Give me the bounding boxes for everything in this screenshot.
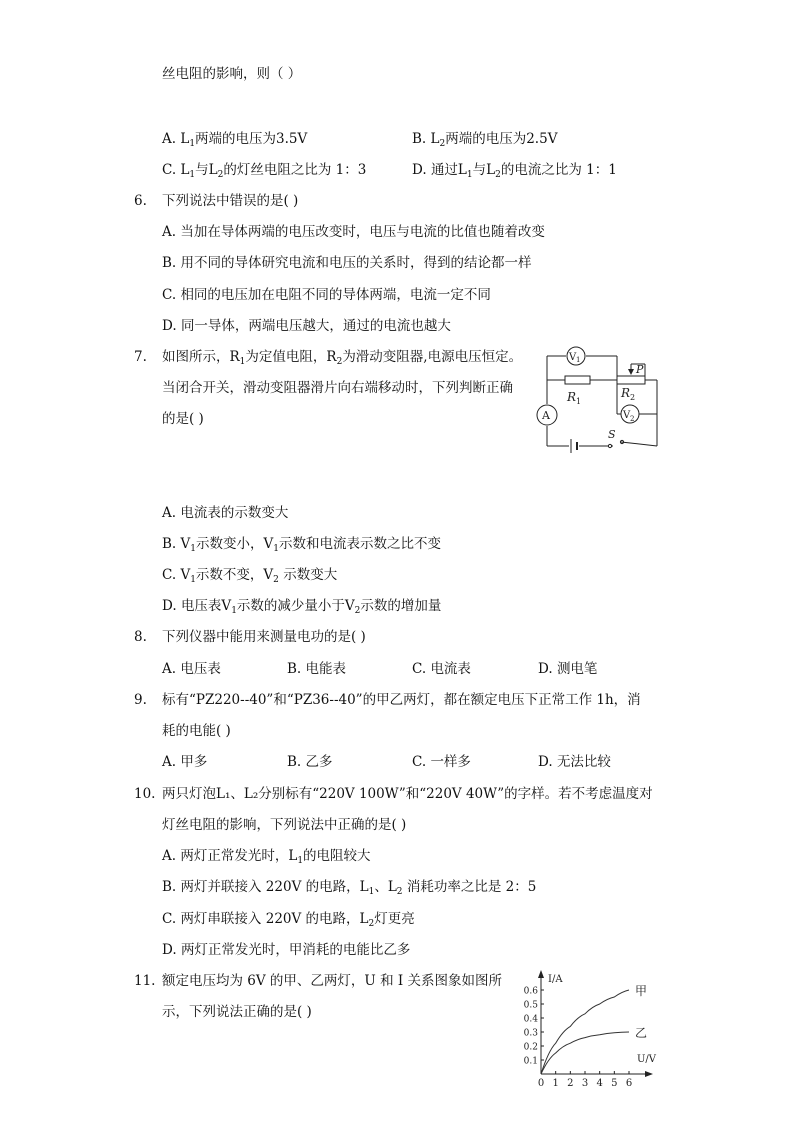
y-axis-arrow-icon bbox=[538, 970, 544, 978]
y-tick-label: 0.3 bbox=[523, 1028, 538, 1039]
q10-option-b: B. 两灯并联接入 220V 的电路，$L_1$、$L_2$ 消耗功率之比是 2：5 bbox=[162, 879, 537, 897]
y-tick-label: 0.5 bbox=[523, 1000, 538, 1011]
v2-label-sub: 2 bbox=[630, 415, 635, 423]
x-tick-label: 3 bbox=[581, 1078, 589, 1089]
q8-option-c: C. 电流表 bbox=[412, 661, 471, 677]
q6-option-a: A. 当加在导体两端的电压改变时，电压与电流的比值也随着改变 bbox=[162, 224, 545, 240]
q9-option-c: C. 一样多 bbox=[412, 754, 471, 770]
x-axis-label: U/V bbox=[637, 1054, 657, 1065]
v1-label-sub: 1 bbox=[576, 356, 581, 364]
q10-stem-line2: 灯丝电阻的影响，下列说法中正确的是( ) bbox=[162, 817, 407, 833]
q6-option-d: D. 同一导体，两端电压越大，通过的电流也越大 bbox=[162, 318, 451, 334]
q7-option-d: D. 电压表$V_1$示数的减少量小于$V_2$示数的增加量 bbox=[162, 598, 442, 616]
q9-stem-line2: 耗的电能( ) bbox=[162, 723, 231, 739]
y-tick-label: 0.2 bbox=[523, 1042, 538, 1053]
q10-number: 10. bbox=[134, 786, 156, 802]
series-label-2: 乙 bbox=[635, 1026, 648, 1040]
q8-stem: 下列仪器中能用来测量电功的是( ) bbox=[162, 629, 366, 645]
y-tick-label: 0.6 bbox=[523, 986, 538, 997]
x-axis-arrow-icon bbox=[645, 1071, 653, 1077]
x-tick-label: 4 bbox=[596, 1078, 603, 1089]
slider-p-label: P bbox=[636, 363, 644, 376]
q7-stem-line3: 的是( ) bbox=[162, 411, 204, 427]
r2-rheostat bbox=[617, 376, 645, 384]
q5-option-d: D. 通过$L_1$与$L_2$的电流之比为 1：1 bbox=[412, 162, 617, 180]
ammeter-label: A bbox=[542, 409, 550, 422]
q6-stem: 下列说法中错误的是( ) bbox=[162, 193, 299, 209]
q10-option-d: D. 两灯正常发光时，甲消耗的电能比乙多 bbox=[162, 942, 411, 958]
x-tick-label: 1 bbox=[552, 1078, 559, 1089]
q7-stem-line1: 如图所示，$R_1$为定值电阻，$R_2$为滑动变阻器,电源电压恒定。 bbox=[162, 349, 523, 367]
v2-label: V bbox=[623, 410, 631, 421]
r1-label: R bbox=[567, 390, 577, 404]
v1-label: V bbox=[569, 352, 577, 363]
x-tick-label: 6 bbox=[625, 1078, 633, 1089]
series-label-1: 甲 bbox=[635, 984, 648, 998]
q9-number: 9. bbox=[134, 692, 147, 708]
series-line-2 bbox=[541, 1032, 629, 1074]
q8-number: 8. bbox=[134, 629, 147, 645]
y-tick-label: 0.4 bbox=[523, 1014, 538, 1025]
x-tick-label: 2 bbox=[567, 1078, 574, 1089]
q9-stem-line1: 标有“PZ220--40”和“PZ36--40”的甲乙两灯，都在额定电压下正常工作 1h，消 bbox=[162, 692, 641, 708]
q11-stem-line1: 额定电压均为 6V 的甲、乙两灯，U 和 I 关系图象如图所 bbox=[162, 973, 503, 989]
q11-stem-line2: 示，下列说法正确的是( ) bbox=[162, 1004, 312, 1020]
q7-number: 7. bbox=[134, 349, 147, 365]
q10-option-a: A. 两灯正常发光时，$L_1$的电阻较大 bbox=[162, 848, 371, 866]
q7-option-c: C. $V_1$示数不变，$V_2$ 示数变大 bbox=[162, 567, 338, 585]
q9-option-d: D. 无法比较 bbox=[538, 754, 611, 770]
q7-option-b: B. $V_1$示数变小，$V_1$示数和电流表示数之比不变 bbox=[162, 536, 441, 554]
r1-resistor bbox=[565, 376, 590, 384]
series-line-1 bbox=[541, 990, 629, 1074]
q6-option-b: B. 用不同的导体研究电流和电压的关系时，得到的结论都一样 bbox=[162, 255, 532, 271]
q5-option-c: C. $L_1$与$L_2$的灯丝电阻之比为 1：3 bbox=[162, 162, 367, 180]
q9-option-a: A. 甲多 bbox=[162, 754, 208, 770]
q8-option-b: B. 电能表 bbox=[287, 661, 347, 677]
y-axis-label: I/A bbox=[548, 974, 563, 985]
r2-label-sub: 2 bbox=[630, 393, 636, 402]
q7-circuit-diagram bbox=[535, 342, 665, 454]
q10-stem-line1: 两只灯泡L₁、L₂分别标有“220V 100W”和“220V 40W”的字样。若不考虑温度对 bbox=[162, 786, 653, 802]
q6-number: 6. bbox=[134, 193, 147, 209]
q11-number: 11. bbox=[134, 973, 156, 989]
q10-option-c: C. 两灯串联接入 220V 的电路，$L_2$灯更亮 bbox=[162, 911, 415, 929]
q8-option-a: A. 电压表 bbox=[162, 661, 221, 677]
switch-s-label: S bbox=[608, 428, 616, 441]
q7-stem-line2: 当闭合开关，滑动变阻器滑片向右端移动时，下列判断正确 bbox=[162, 380, 513, 396]
x-tick-label: 0 bbox=[537, 1078, 545, 1089]
x-tick-label: 5 bbox=[611, 1078, 618, 1089]
r2-label: R bbox=[621, 386, 631, 400]
q5-option-b: B. $L_2$两端的电压为2.5V bbox=[412, 131, 558, 149]
q8-option-d: D. 测电笔 bbox=[538, 661, 598, 677]
q5-stem-continuation: 丝电阻的影响，则（ ） bbox=[162, 66, 302, 82]
y-tick-label: 0.1 bbox=[523, 1056, 538, 1067]
q11-iu-chart bbox=[515, 962, 665, 1092]
q5-option-a: A. $L_1$两端的电压为3.5V bbox=[162, 131, 308, 149]
q7-option-a: A. 电流表的示数变大 bbox=[162, 505, 289, 521]
q6-option-c: C. 相同的电压加在电阻不同的导体两端，电流一定不同 bbox=[162, 287, 491, 303]
r1-label-sub: 1 bbox=[576, 397, 582, 406]
q9-option-b: B. 乙多 bbox=[287, 754, 333, 770]
